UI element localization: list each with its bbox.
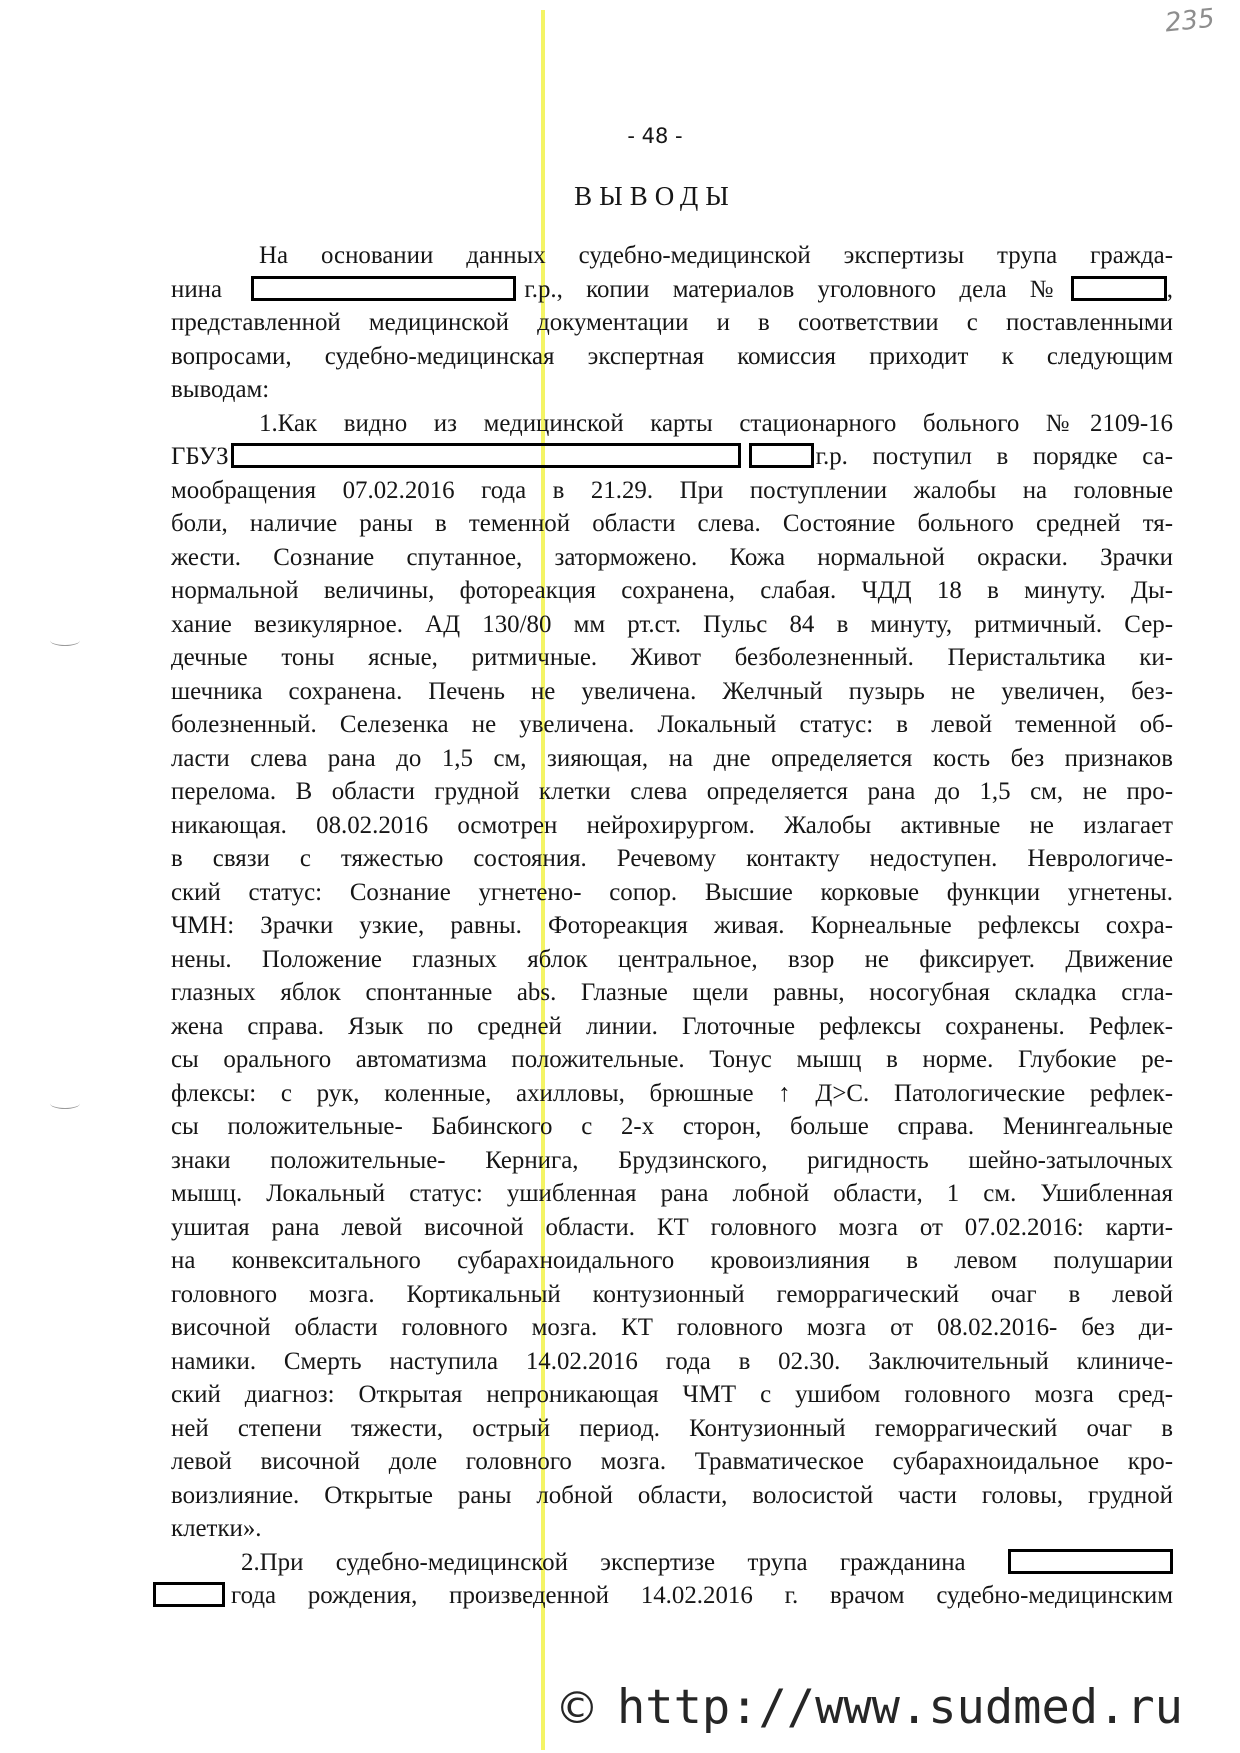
text-line: сы орального автоматизма положительные. Тонус мышц в норме. Глубокие ре- — [171, 1046, 1173, 1073]
punch-hole-mark — [50, 635, 80, 646]
text-fragment: г.р. поступил в порядке са- — [815, 443, 1173, 470]
text-line: нормальной величины, фотореакция сохранена, слабая. ЧДД 18 в минуту. Ды- — [171, 577, 1173, 604]
redaction-box — [1008, 1549, 1173, 1574]
redaction-box — [231, 443, 741, 468]
text-line: ский диагноз: Открытая непроникающая ЧМТ с ушибом головного мозга сред- — [171, 1381, 1173, 1408]
text-line: 1.Как видно из медицинской карты стационарного больного №2109-16 — [259, 409, 1173, 437]
text-line: на конвекситального субарахноидального кровоизлияния в левом полушарии — [171, 1247, 1173, 1274]
watermark-url: http://www.sudmed.ru — [617, 1680, 1183, 1735]
site-watermark — [555, 1680, 1183, 1735]
text-line: воизлияние. Открытые раны лобной области, волосистой части головы, грудной — [171, 1481, 1173, 1509]
text-fragment: 2.При судебно-медицинской экспертизе трупа гражданина — [241, 1548, 966, 1576]
text-line: мообращения 07.02.2016 года в 21.29. При поступлении жалобы на головные — [171, 476, 1173, 504]
text-line: левой височной доле головного мозга. Травматическое субарахноидальное кро- — [171, 1448, 1173, 1475]
text-line: ней степени тяжести, острый период. Контузионный геморрагический очаг в — [171, 1414, 1173, 1442]
handwritten-sheet-number: 235 — [1163, 3, 1217, 39]
text-line: ушитая рана левой височной области. КТ головного мозга от 07.02.2016: карти- — [171, 1213, 1173, 1241]
text-line: перелома. В области грудной клетки слева определяется рана до 1,5 см, не про- — [171, 778, 1173, 805]
text-line: мышц. Локальный статус: ушибленная рана лобной области, 1 см. Ушибленная — [171, 1180, 1173, 1207]
text-line: ласти слева рана до 1,5 см, зияющая, на дне определяется кость без признаков — [171, 744, 1173, 772]
redaction-box — [749, 443, 814, 468]
redaction-box — [251, 276, 516, 301]
punch-hole-mark — [50, 1098, 80, 1109]
redaction-box — [153, 1582, 225, 1607]
redaction-box — [1071, 276, 1167, 301]
text-line: На основании данных судебно-медицинской экспертизы трупа гражда- — [259, 242, 1173, 269]
text-line: выводам: — [171, 376, 270, 403]
text-line: височной области головного мозга. КТ головного мозга от 08.02.2016- без ди- — [171, 1314, 1173, 1341]
text-line: нены. Положение глазных яблок центральное, взор не фиксирует. Движение — [171, 945, 1173, 973]
text-line: жести. Сознание спутанное, заторможено. Кожа нормальной окраски. Зрачки — [171, 543, 1173, 571]
text-line: сы положительные- Бабинского с 2-х сторон, больше справа. Менингеальные — [171, 1113, 1173, 1140]
copyright-icon: © — [555, 1683, 599, 1734]
text-line: боли, наличие раны в теменной области слева. Состояние больного средней тя- — [171, 510, 1173, 537]
text-line: головного мозга. Кортикальный контузионный геморрагический очаг в левой — [171, 1280, 1173, 1308]
text-fragment: нина — [171, 275, 223, 303]
document-body — [171, 239, 1173, 1613]
document-title: ВЫВОДЫ — [574, 181, 736, 211]
text-line: представленной медицинской документации и в соответствии с поставленными — [171, 309, 1173, 336]
text-line: вопросами, судебно-медицинская экспертная комиссия приходит к следующим — [171, 342, 1173, 370]
text-fragment: года рождения, произведенной 14.02.2016 г. врачом судебно-медицинским — [231, 1582, 1173, 1609]
text-fragment: ГБУЗ — [171, 443, 229, 470]
text-line — [171, 440, 1173, 474]
text-line: жена справа. Язык по средней линии. Глоточные рефлексы сохранены. Рефлек- — [171, 1012, 1173, 1040]
text-line — [171, 1546, 1173, 1580]
text-line: болезненный. Селезенка не увеличена. Локальный статус: в левой теменной об- — [171, 711, 1173, 738]
text-line: глазных яблок спонтанные abs. Глазные щели равны, носогубная складка сгла- — [171, 979, 1173, 1006]
text-line: нина г.р., копии материалов уголовного дела № , — [171, 275, 1173, 303]
text-line: флексы: с рук, коленные, ахилловы, брюшные ↑ Д>С. Патологические рефлек- — [171, 1079, 1173, 1107]
text-line: ЧМН: Зрачки узкие, равны. Фотореакция живая. Корнеальные рефлексы сохра- — [171, 912, 1173, 939]
text-fragment: г.р., копии материалов уголовного дела № — [524, 275, 1071, 303]
text-line: намики. Смерть наступила 14.02.2016 года в 02.30. Заключительный клиниче- — [171, 1347, 1173, 1375]
page-number: - 48 - — [627, 124, 683, 148]
text-line: клетки». — [171, 1515, 262, 1542]
text-line: знаки положительные- Кернига, Брудзинского, ригидность шейно-затылочных — [171, 1146, 1173, 1174]
text-line: ский статус: Сознание угнетено- сопор. Высшие корковые функции угнетены. — [171, 878, 1173, 906]
text-line — [153, 1579, 1173, 1613]
text-line: шечника сохранена. Печень не увеличена. Желчный пузырь не увеличен, без- — [171, 677, 1173, 705]
text-line: хание везикулярное. АД 130/80 мм рт.ст. Пульс 84 в минуту, ритмичный. Сер- — [171, 610, 1173, 638]
text-line: дечные тоны ясные, ритмичные. Живот безболезненный. Перистальтика ки- — [171, 644, 1173, 671]
text-line: в связи с тяжестью состояния. Речевому контакту недоступен. Неврологиче- — [171, 845, 1173, 872]
text-line: никающая. 08.02.2016 осмотрен нейрохирургом. Жалобы активные не излагает — [171, 811, 1173, 839]
